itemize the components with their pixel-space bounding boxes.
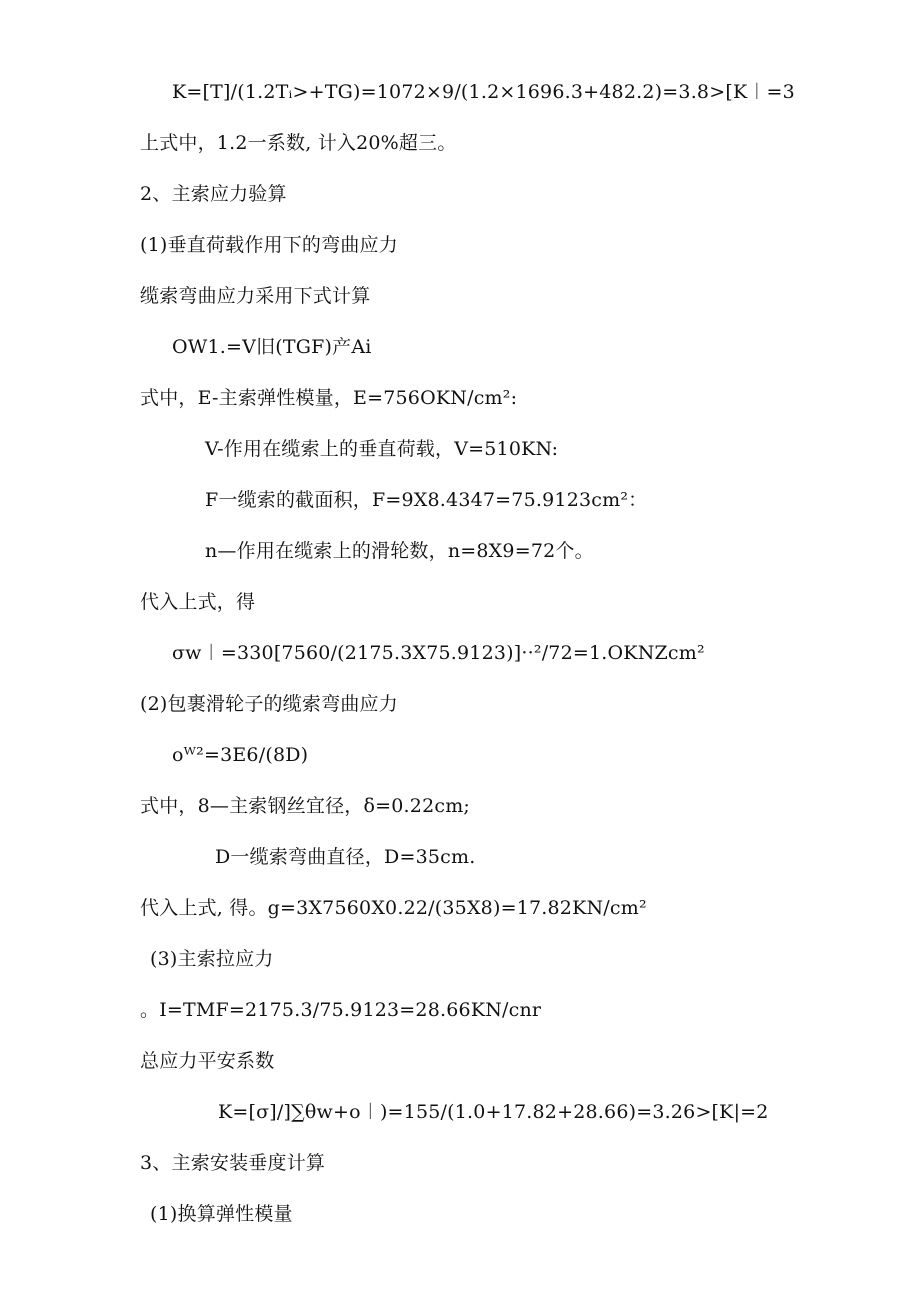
formula-bending-stress: OW1.=V旧(TGF)产Ai [172, 336, 372, 358]
paragraph-cross-section-definition: F一缆索的截面积，F=9X8.4347=75.9123cm²： [205, 489, 648, 511]
subsection-heading-vertical-load: (1)垂直荷载作用下的弯曲应力 [140, 234, 398, 256]
paragraph-modulus-definition: 式中，E-主索弹性模量，E=756OKN∕cm²: [140, 387, 518, 409]
section-heading-main-cable-stress: 2、主索应力验算 [140, 183, 287, 205]
formula-total-safety-result: K=[σ]/]∑θw+o︱)=155/(1.0+17.82+28.66)=3.26>[K|=2 [218, 1101, 769, 1123]
paragraph-calc-method: 缆索弯曲应力采用下式计算 [140, 285, 371, 307]
subsection-heading-pulley-wrap: (2)包裹滑轮子的缆索弯曲应力 [140, 693, 398, 715]
paragraph-coefficient-note: 上式中，1.2一系数, 计入20%超三。 [140, 132, 457, 154]
formula-bending-result: σw︱=330[7560/(2175.3X75.9123)]··²∕72=1.OKNZcm² [172, 642, 705, 664]
paragraph-bend-diameter-definition: D一缆索弯曲直径，D=35cm. [215, 846, 476, 868]
section-heading-sag-calculation: 3、主索安装垂度计算 [140, 1152, 326, 1174]
paragraph-pulley-count-definition: n—作用在缆索上的滑轮数，n=8X9=72个。 [205, 540, 594, 562]
subsection-heading-tensile-stress: (3)主索拉应力 [150, 948, 274, 970]
paragraph-wire-diameter-definition: 式中，8—主索钢丝宜径，δ=0.22cm; [140, 795, 471, 817]
formula-wrap-result: 代入上式, 得。g=3X7560X0.22/(35X8)=17.82KN∕cm² [140, 897, 647, 919]
formula-safety-factor: K=[T]∕(1.2Tᵢ>+TG)=1072×9∕(1.2×1696.3+482.2)=3.8>[K︱=3 [172, 81, 795, 103]
subsection-heading-equivalent-modulus: (1)换算弹性模量 [150, 1203, 293, 1225]
formula-wrap-stress: oᵂ²=3E6/(8D) [172, 744, 309, 766]
paragraph-vertical-load-definition: V-作用在缆索上的垂直荷载，V=510KN: [205, 438, 559, 460]
paragraph-total-safety-factor: 总应力平安系数 [140, 1050, 275, 1072]
formula-tensile-result: 。I=TMF=2175.3/75.9123=28.66KN∕cnr [140, 999, 542, 1021]
paragraph-substitute-1: 代入上式，得 [140, 591, 256, 613]
